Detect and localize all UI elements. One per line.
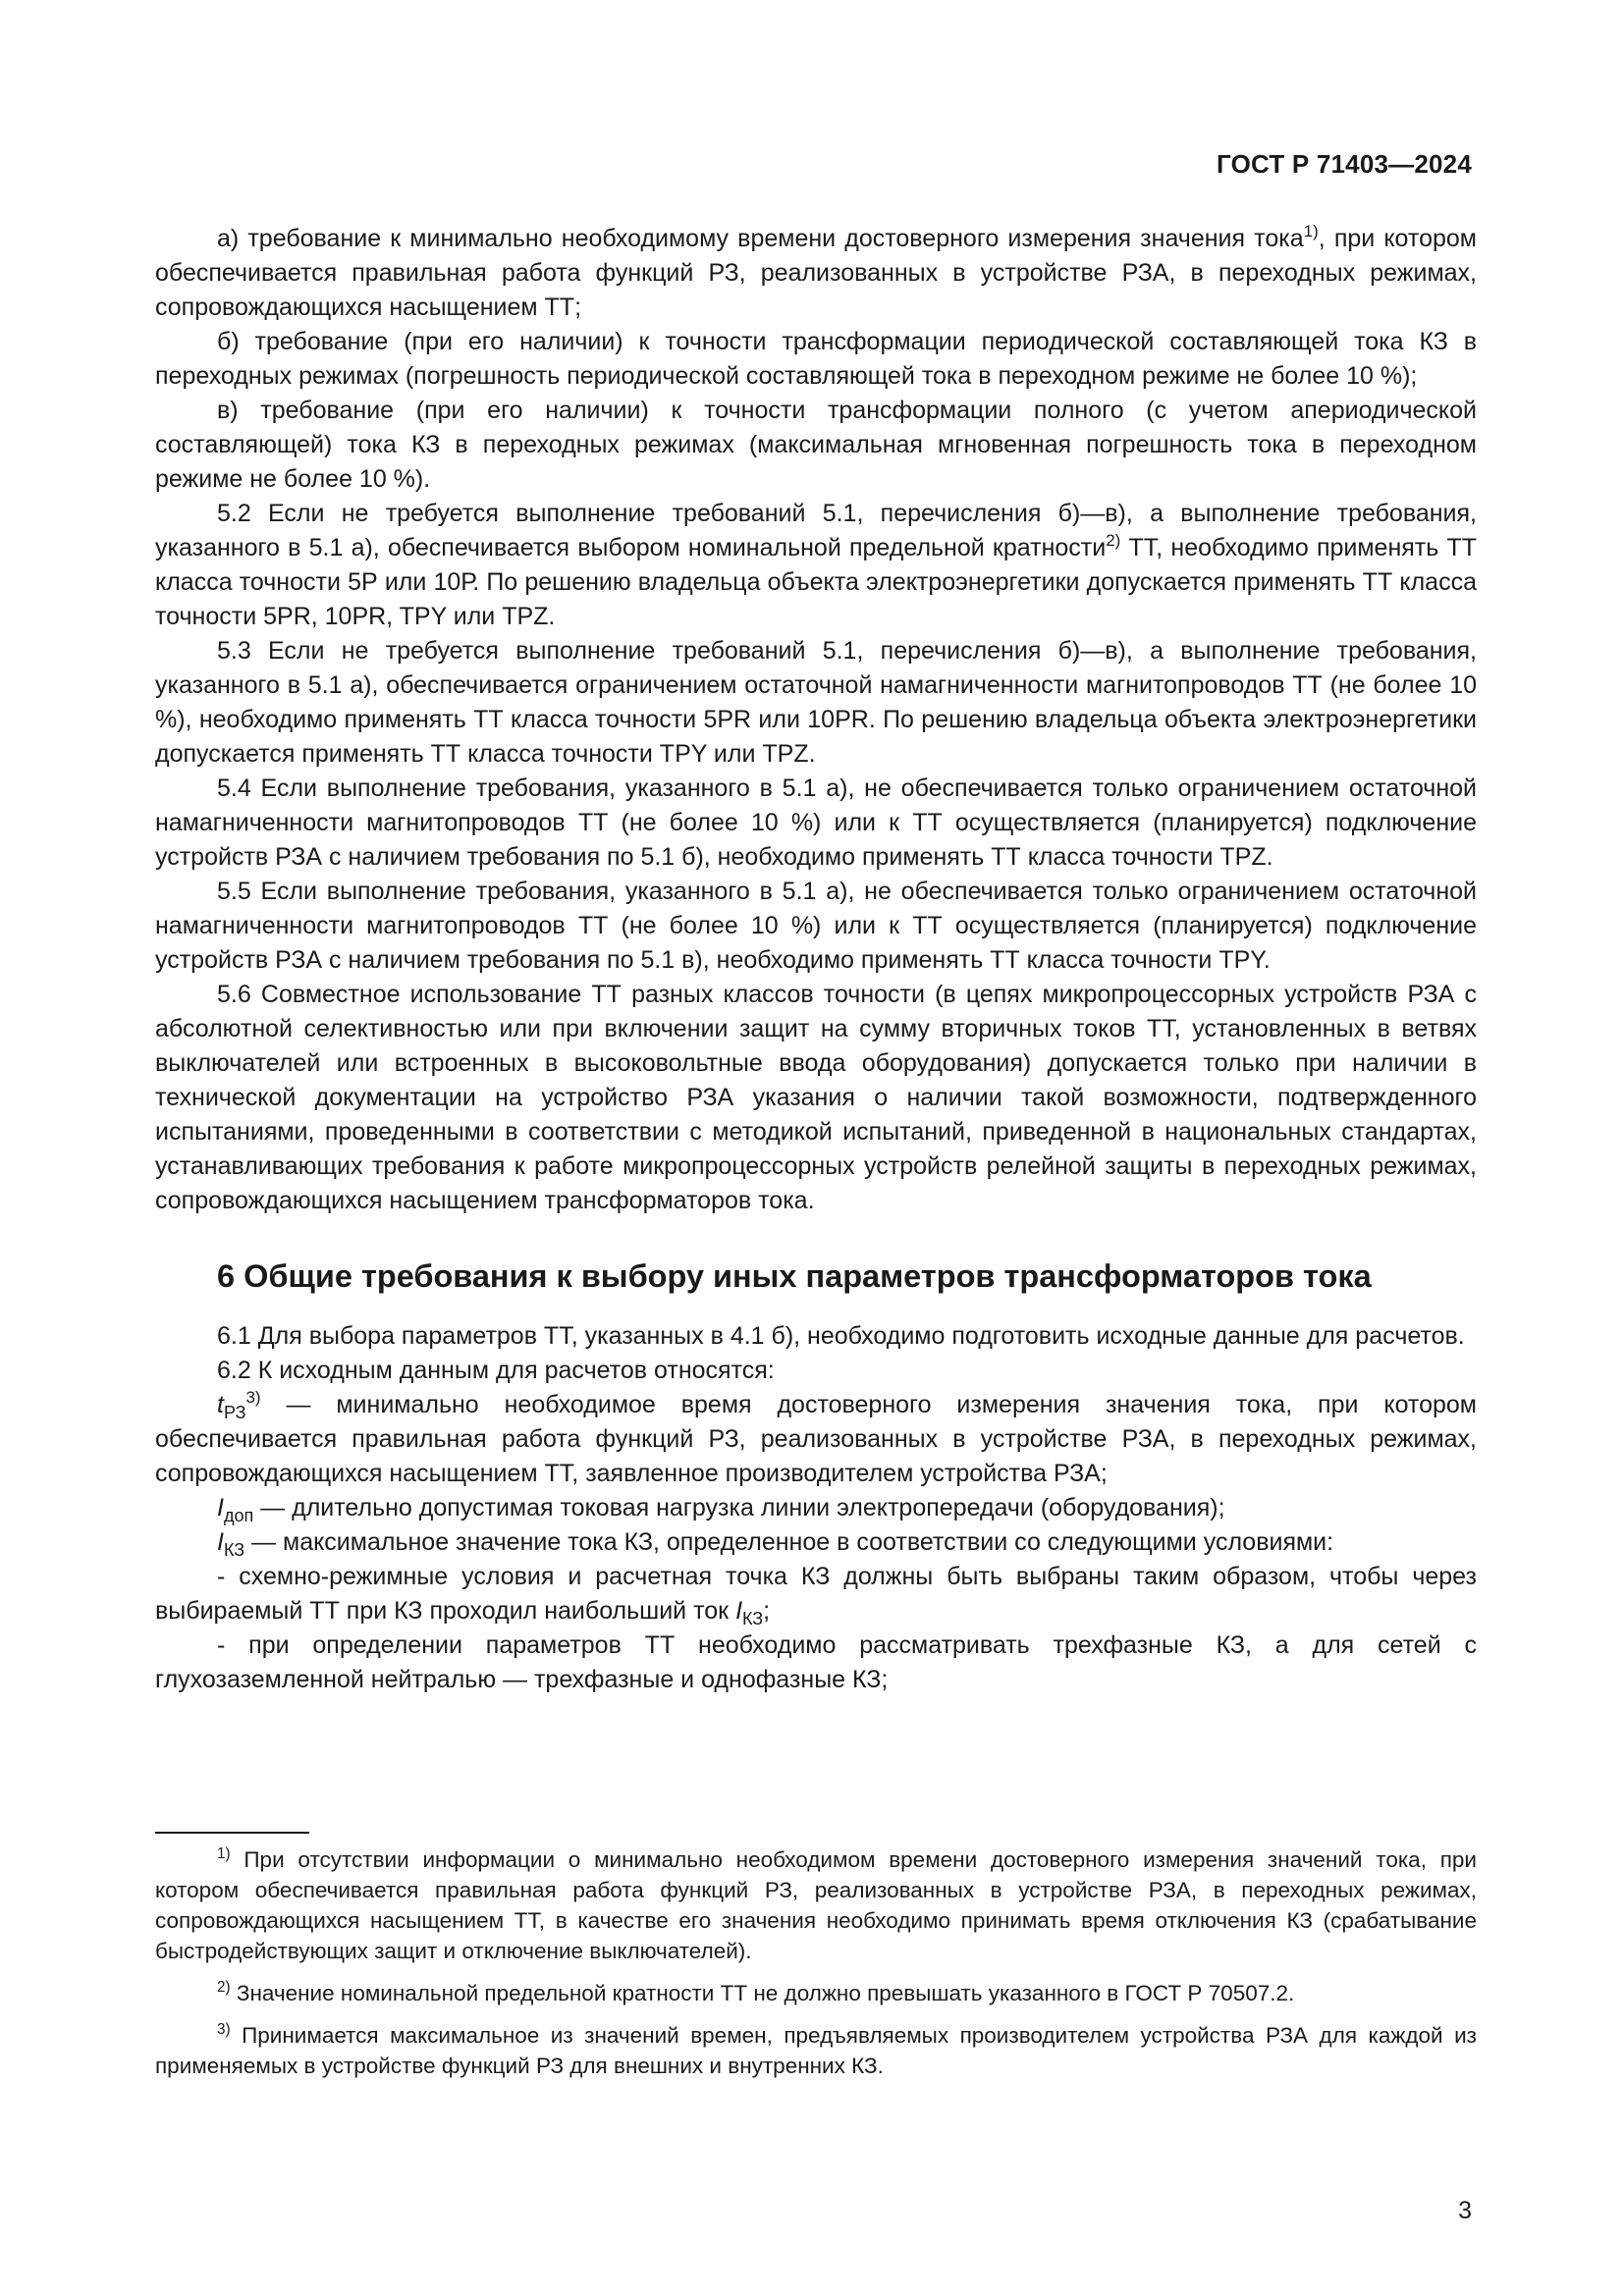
footnote-ref-3: 3) (245, 1387, 261, 1407)
clause-5-4: 5.4 Если выполнение требования, указанного в 5.1 а), не обеспечивается только ограничением остаточной намагниченности магнитопроводов ТТ (не более 10 %) или к ТТ осуществляется (планируется) подключение устройств РЗА с наличием требования по 5.1 б), необходимо применять ТТ класса точности TPZ. (155, 774, 1477, 871)
cond1-symbol: I (735, 1597, 743, 1625)
footnote-ref-1: 1) (1303, 221, 1319, 240)
condition-1-end: ; (763, 1597, 771, 1625)
footnote-1-text: При отсутствии информации о минимально необходимом времени достоверного измерения значений тока, при котором обеспечивается правильная работа функций РЗ, реализованных в устройстве РЗА, в переходных режимах, сопровождающихся насыщением ТТ, в качестве его значения необходимо принимать время отключения КЗ (срабатывание быстродействующих защит и отключение выключателей). (155, 1847, 1477, 1963)
footnote-3-mark: 3) (217, 2020, 231, 2038)
condition-1 (155, 1560, 1477, 1629)
clause-5-6: 5.6 Совместное использование ТТ разных классов точности (в цепях микропроцессорных устройств РЗА с абсолютной селективностью или при включении защит на сумму вторичных токов ТТ, установленных в ветвях выключателей или встроенных в высоковольтные ввода оборудования) допускается только при наличии в технической документации на устройство РЗА указания о наличии такой возможности, подтвержденного испытаниями, проведенными в соответствии с методикой испытаний, приведенной в национальных стандартах, устанавливающих требования к работе микропроцессорных устройств релейной защиты в переходных режимах, сопровождающихся насыщением трансформаторов тока. (155, 981, 1477, 1214)
idop-symbol: I (217, 1494, 224, 1522)
footnote-1 (155, 1844, 1477, 1966)
clause-5-2-rest: ТТ, необходимо применять ТТ класса точности 5Р или 10Р. По решению владельца объекта электроэнергетики допускается применять ТТ класса точности 5PR, 10PR, TPY или TPZ. (155, 534, 1477, 630)
page-number: 3 (1458, 2197, 1472, 2224)
param-i-dop-text: — длительно допустимая токовая нагрузка линии электропередачи (оборудования); (253, 1494, 1225, 1522)
t-subscript: РЗ (223, 1403, 246, 1423)
param-i-kz-text: — максимальное значение тока КЗ, определенное в соответствии со следующими условиями: (244, 1528, 1334, 1556)
clause-6-2: 6.2 К исходным данным для расчетов относятся: (217, 1357, 775, 1384)
footnote-separator (155, 1832, 309, 1834)
item-b: б) требование (при его наличии) к точности трансформации периодической составляющей тока КЗ в переходных режимах (погрешность периодической составляющей тока в переходном режиме не более 10 %); (155, 328, 1477, 390)
item-v: в) требование (при его наличии) к точности трансформации полного (с учетом апериодической составляющей) тока КЗ в переходных режимах (максимальная мгновенная погрешность тока в переходном режиме не более 10 %). (155, 397, 1477, 493)
footnote-3 (155, 2020, 1477, 2081)
ikz-subscript: КЗ (223, 1540, 245, 1561)
param-i-kz (155, 1525, 1477, 1560)
document-header: ГОСТ Р 71403—2024 (1217, 149, 1472, 179)
param-t-rz (155, 1388, 1477, 1491)
item-a-text: а) требование к минимально необходимому времени достоверного измерения значения тока (217, 225, 1304, 252)
item-a-rest: , при котором обеспечивается правильная работа функций РЗ, реализованных в устройстве РЗА, в переходных режимах, сопровождающихся насыщением ТТ; (155, 225, 1477, 321)
t-symbol: t (217, 1391, 224, 1418)
item-a (155, 222, 1477, 325)
footnote-ref-2: 2) (1106, 530, 1121, 550)
clause-6-1: 6.1 Для выбора параметров ТТ, указанных в 4.1 б), необходимо подготовить исходные данные для расчетов. (217, 1322, 1465, 1350)
ikz-symbol: I (217, 1528, 224, 1556)
idop-subscript: доп (223, 1506, 254, 1526)
clause-5-5: 5.5 Если выполнение требования, указанного в 5.1 а), не обеспечивается только ограничением остаточной намагниченности магнитопроводов ТТ (не более 10 %) или к ТТ осуществляется (планируется) подключение устройств РЗА с наличием требования по 5.1 в), необходимо применять ТТ класса точности TPY. (155, 878, 1477, 974)
body-text (155, 222, 1477, 1697)
footnote-2 (155, 1978, 1477, 2008)
footnote-3-text: Принимается максимальное из значений времен, предъявляемых производителем устройства РЗА для каждой из применяемых в устройстве функций РЗ для внешних и внутренних КЗ. (155, 2023, 1477, 2078)
footnotes (155, 1844, 1477, 2093)
cond1-subscript: КЗ (742, 1609, 764, 1629)
clause-5-3: 5.3 Если не требуется выполнение требований 5.1, перечисления б)—в), а выполнение требования, указанного в 5.1 а), обеспечивается ограничением остаточной намагниченности магнитопроводов ТТ (не более 10 %), необходимо применять ТТ класса точности 5PR или 10PR. По решению владельца объекта электроэнергетики допускается применять ТТ класса точности TPY или TPZ. (155, 637, 1477, 768)
footnote-1-mark: 1) (217, 1844, 231, 1862)
clause-5-2 (155, 497, 1477, 634)
condition-2: - при определении параметров ТТ необходимо рассматривать трехфазные КЗ, а для сетей с глухозаземленной нейтралью — трехфазные и однофазные КЗ; (155, 1631, 1477, 1693)
section-6-heading: 6 Общие требования к выбору иных параметров трансформаторов тока (217, 1258, 1372, 1294)
footnote-2-text: Значение номинальной предельной кратности ТТ не должно превышать указанного в ГОСТ Р 70507.2. (230, 1981, 1295, 2005)
param-i-dop (155, 1491, 1477, 1525)
param-t-rz-text: — минимально необходимое время достоверного измерения значения тока, при котором обеспечивается правильная работа функций РЗ, реализованных в устройстве РЗА, в переходных режимах, сопровождающихся насыщением ТТ, заявленное производителем устройства РЗА; (155, 1391, 1477, 1487)
condition-1-text: - схемно-режимные условия и расчетная точка КЗ должны быть выбраны таким образом, чтобы через выбираемый ТТ при КЗ проходил наибольший ток (155, 1563, 1477, 1625)
clause-5-2-text: 5.2 Если не требуется выполнение требований 5.1, перечисления б)—в), а выполнение требования, указанного в 5.1 а), обеспечивается выбором номинальной предельной кратности (155, 500, 1477, 561)
footnote-2-mark: 2) (217, 1978, 231, 1996)
